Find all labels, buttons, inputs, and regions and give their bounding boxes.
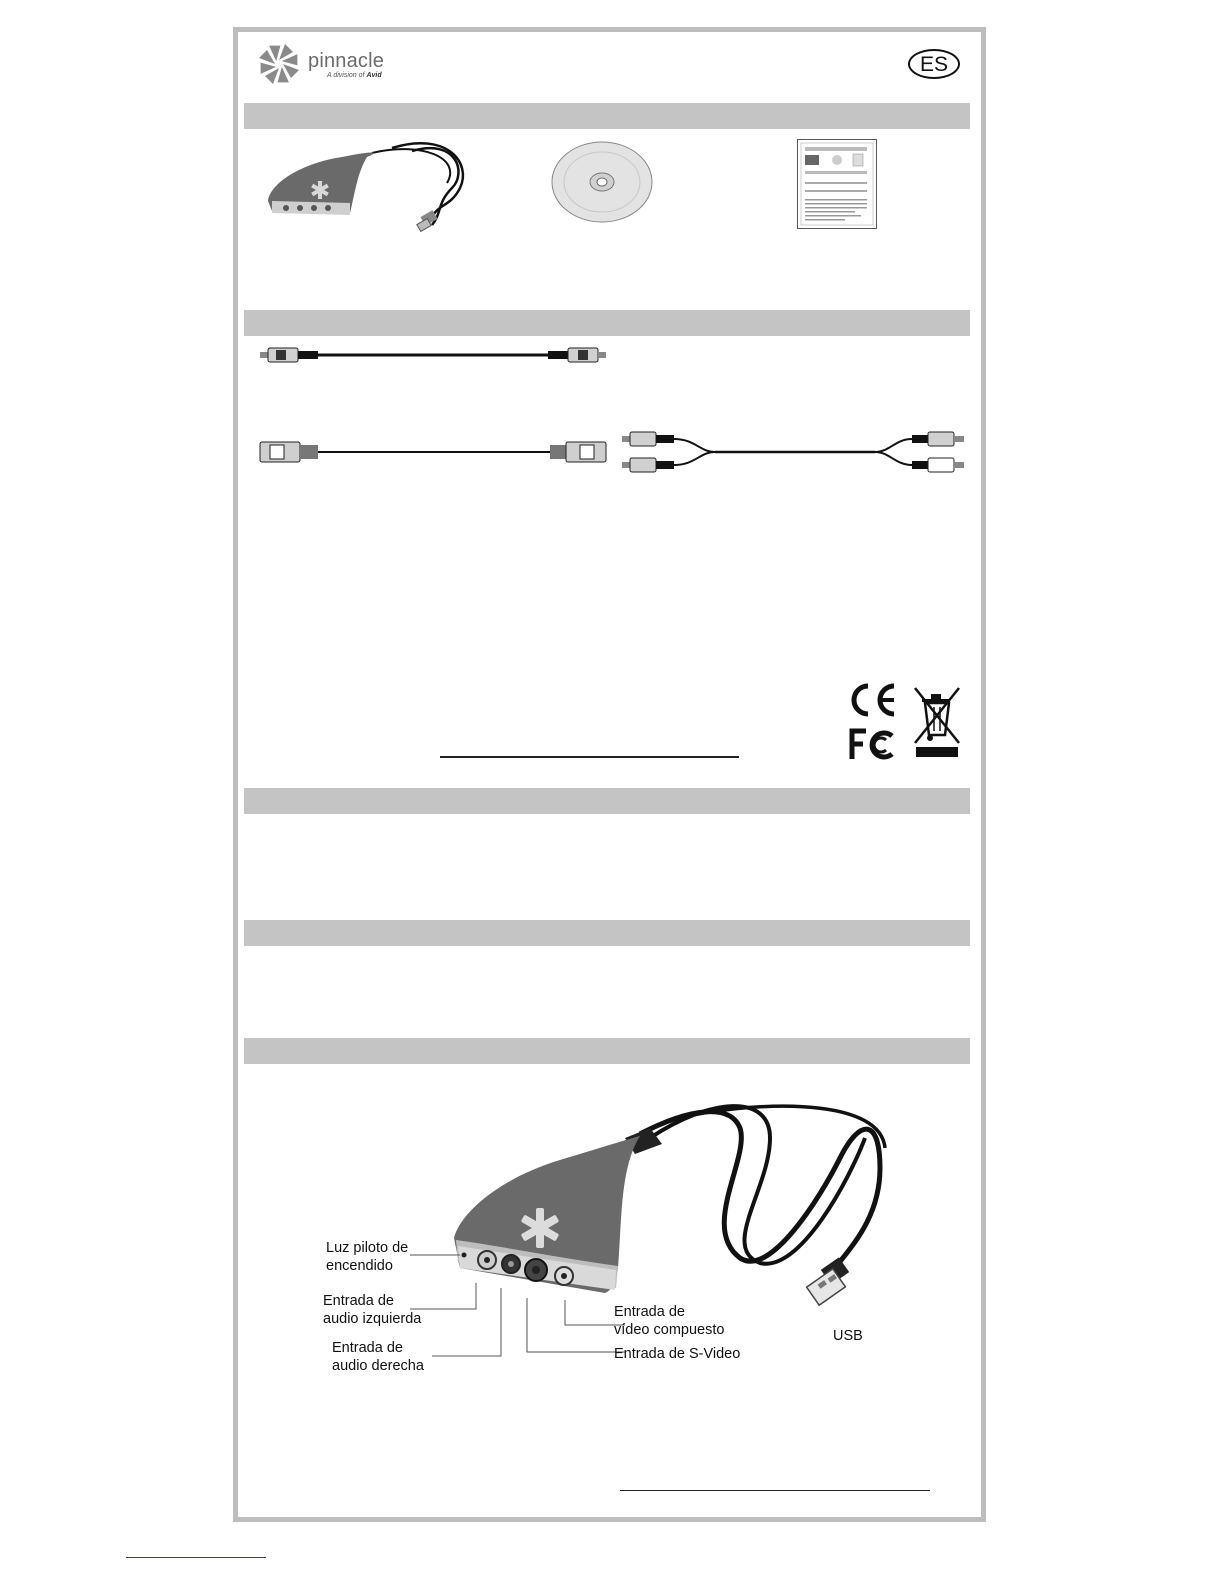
- signature-line: [440, 756, 739, 758]
- section-bar-software: [244, 920, 970, 946]
- section-bar-package-contents: [244, 103, 970, 129]
- language-badge: ES: [908, 49, 960, 79]
- pinnacle-logo-icon: [256, 41, 302, 87]
- callout-leader-lines: [400, 1238, 640, 1388]
- callout-audio-left: Entrada de audio izquierda: [323, 1293, 422, 1327]
- fcc-mark-icon: [848, 728, 898, 762]
- callout-s-video: Entrada de S-Video: [614, 1346, 741, 1362]
- section-bar-connections: [244, 1038, 970, 1064]
- brand-name: pinnacle: [308, 50, 385, 72]
- callout-power-led: Luz piloto de encendido: [326, 1240, 409, 1274]
- brand-subtitle: A division of Avid: [327, 72, 382, 79]
- usb-capture-device-image: [262, 133, 472, 238]
- installation-cd-image: [550, 134, 654, 224]
- section-bar-installation: [244, 788, 970, 814]
- callout-usb: USB: [833, 1328, 863, 1344]
- s-video-cable-image: [258, 440, 608, 464]
- ce-mark-icon: [848, 682, 898, 718]
- footer-line: [620, 1490, 930, 1491]
- callout-audio-right: Entrada de audio derecha: [332, 1340, 424, 1374]
- quick-start-guide-image: [797, 139, 877, 229]
- page-link-underline[interactable]: [126, 1557, 266, 1558]
- section-bar-cables: [244, 310, 970, 336]
- stereo-audio-cable-image: [620, 428, 968, 476]
- callout-composite-video: Entrada de vídeo compuesto: [614, 1304, 725, 1338]
- composite-cable-image: [258, 345, 608, 365]
- weee-bin-icon: [912, 685, 962, 760]
